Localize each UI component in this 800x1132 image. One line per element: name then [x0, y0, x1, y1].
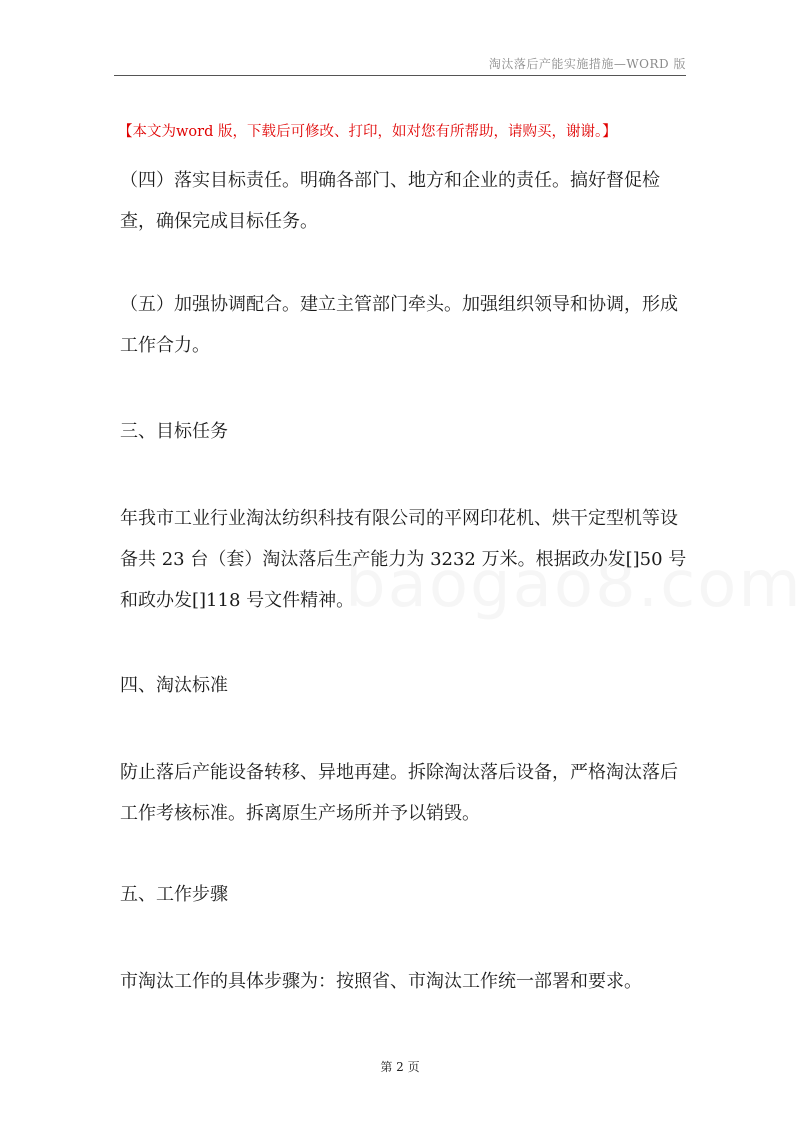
header-divider: [114, 75, 686, 76]
paragraph-target-tasks: 年我市工业行业淘汰纺织科技有限公司的平网印花机、烘干定型机等设备共 23 台（套）淘汰落后生产能力为 3232 万米。根据政办发[]50 号和政办发[]118 号文件精神。: [120, 508, 687, 611]
heading-target-tasks: 三、目标任务: [120, 421, 228, 442]
header-title: 淘汰落后产能实施措施—WORD 版: [488, 57, 686, 71]
download-notice: 【本文为word 版，下载后可修改、打印，如对您有所帮助，请购买，谢谢。】: [118, 124, 617, 140]
paragraph-elimination-standard: 防止落后产能设备转移、异地再建。拆除淘汰落后设备，严格淘汰落后工作考核标准。拆离原生产场所并予以销毁。: [120, 762, 678, 824]
section-item-4: （四）落实目标责任。明确各部门、地方和企业的责任。搞好督促检查，确保完成目标任务。: [120, 170, 660, 232]
paragraph-work-steps: 市淘汰工作的具体步骤为：按照省、市淘汰工作统一部署和要求。: [120, 971, 642, 992]
heading-elimination-standard: 四、淘汰标准: [120, 675, 228, 696]
heading-work-steps: 五、工作步骤: [120, 884, 228, 905]
section-item-5: （五）加强协调配合。建立主管部门牵头。加强组织领导和协调，形成工作合力。: [120, 294, 678, 356]
page-number: 第 2 页: [380, 1060, 420, 1074]
